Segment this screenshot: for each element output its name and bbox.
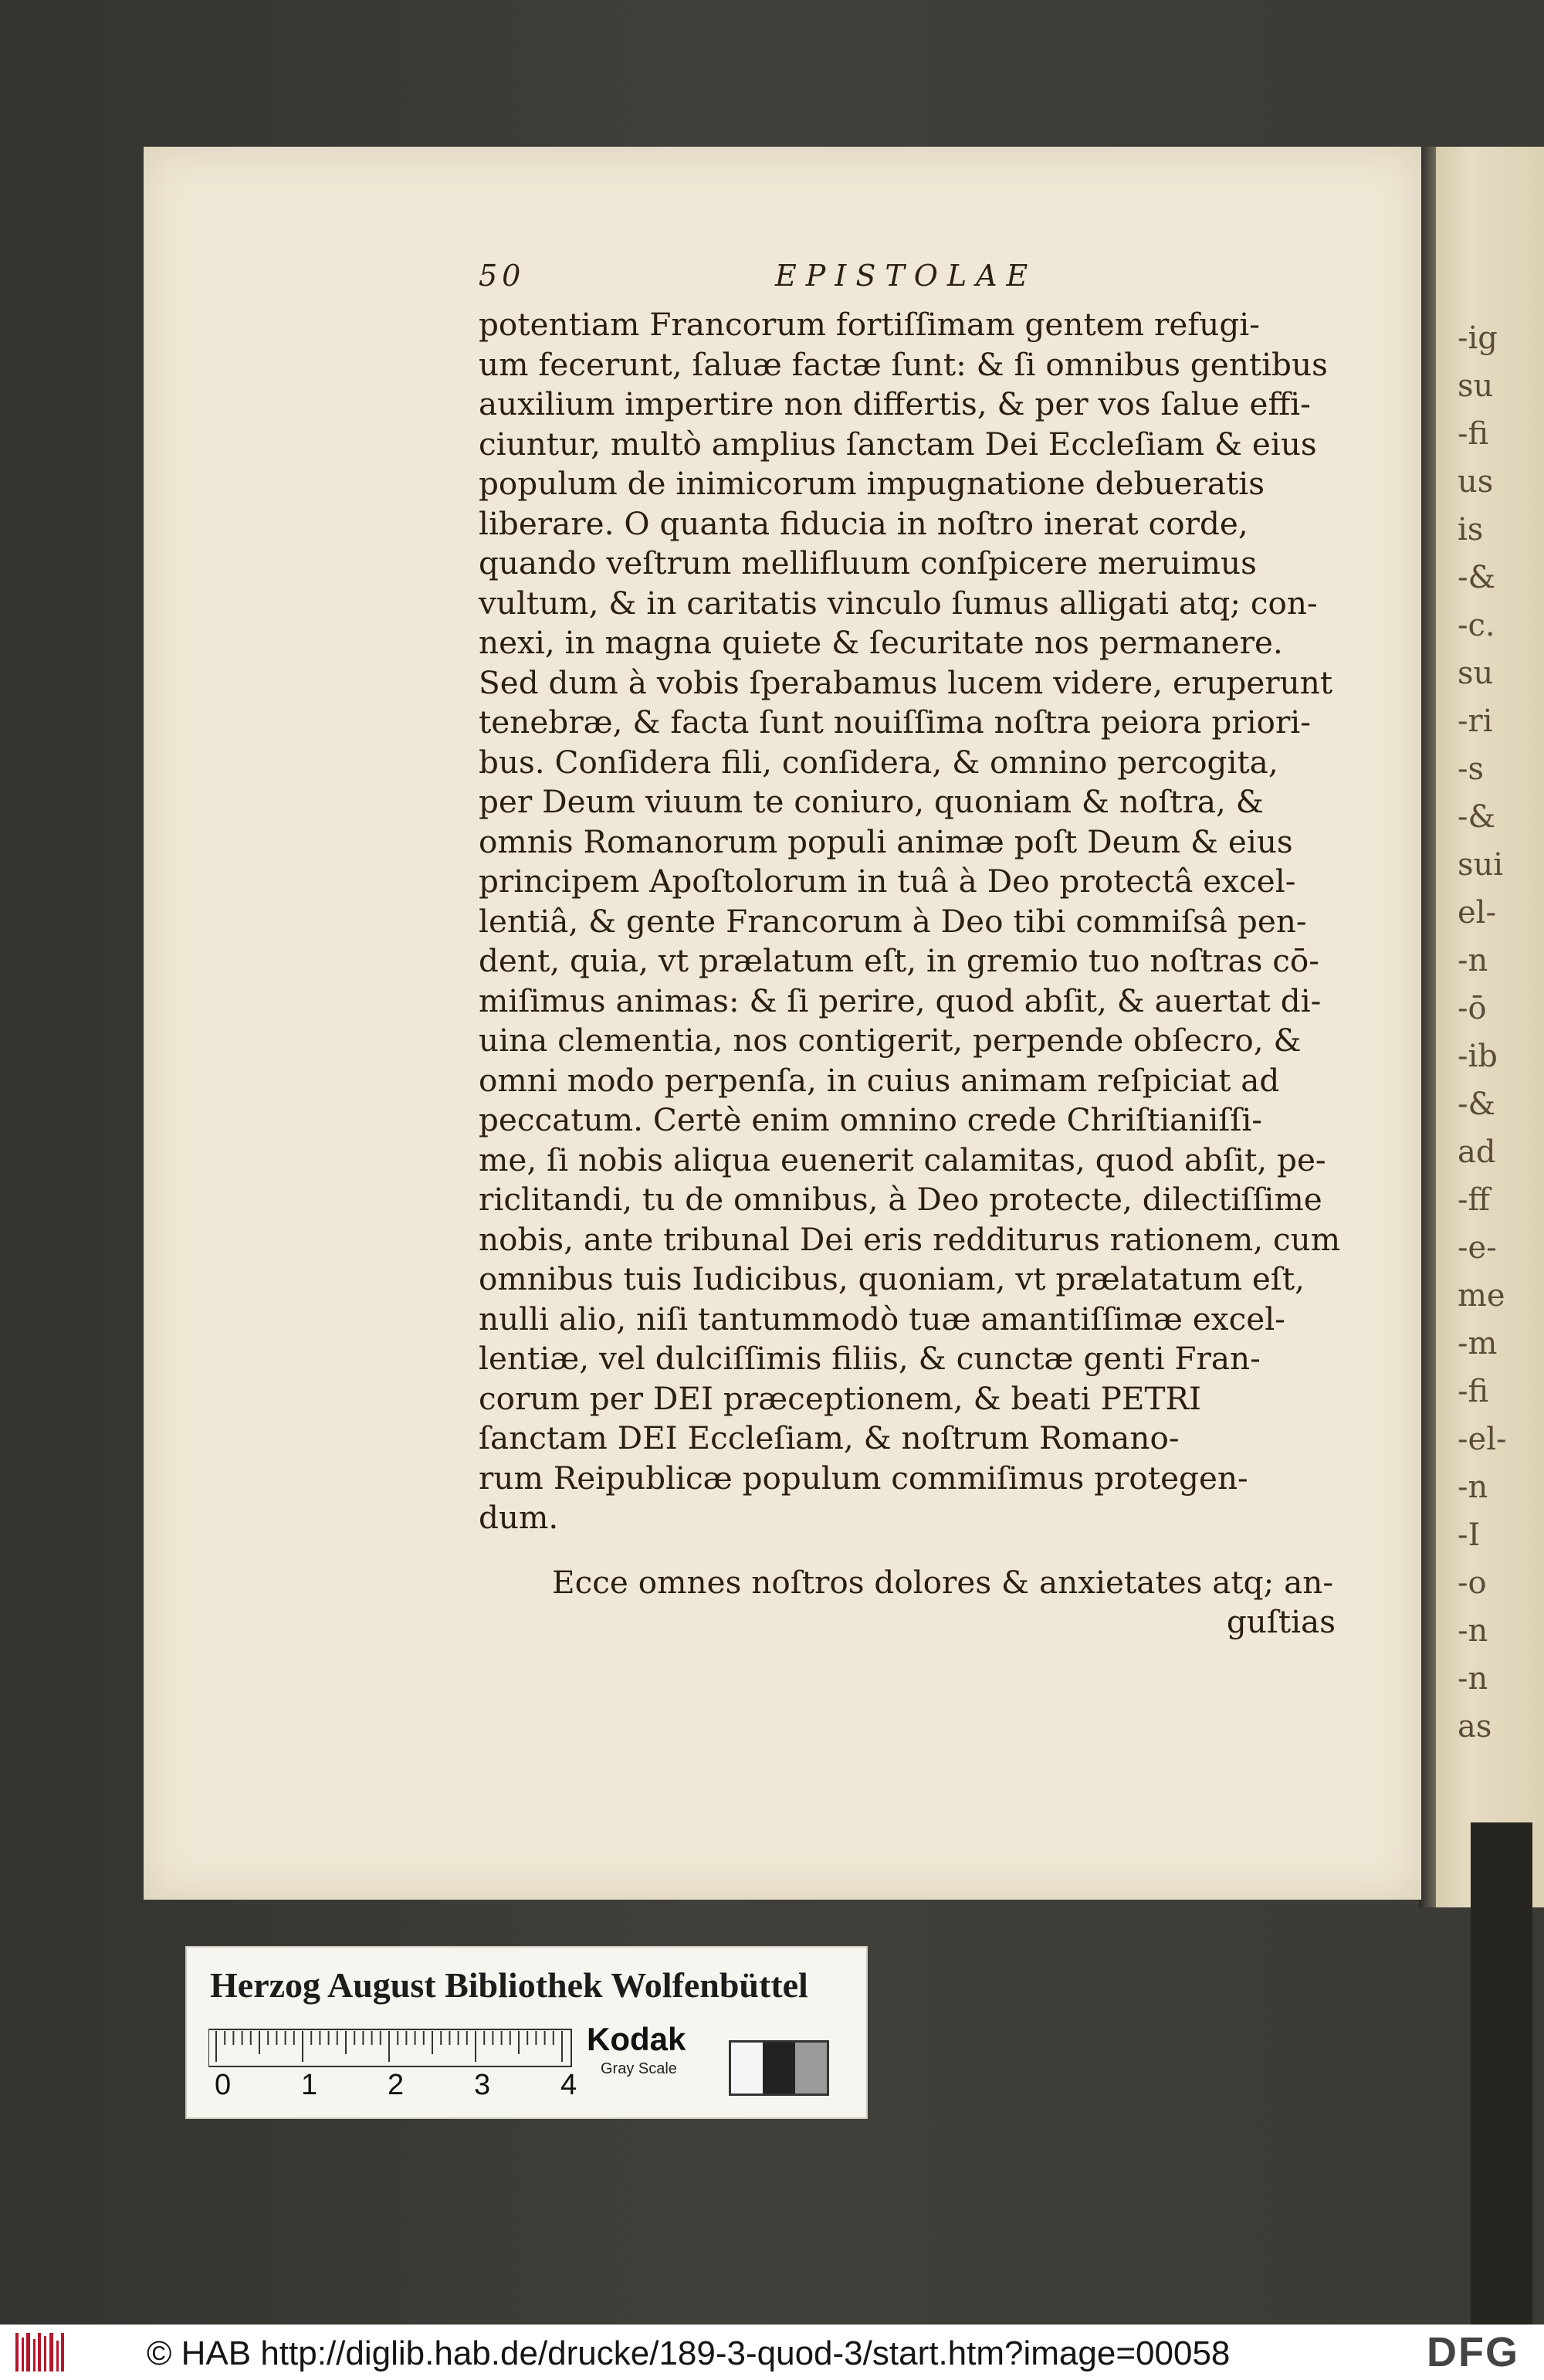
ruler-number: 0 <box>215 2069 232 2100</box>
copyright-link[interactable]: © HAB http://diglib.hab.de/drucke/189-3-quod-3/start.htm?image=00058 <box>147 2334 1231 2372</box>
facing-line: -ig <box>1458 320 1498 356</box>
footer-bar <box>0 2324 1544 2380</box>
text-line-4: ciuntur, multò amplius ſanctam Dei Eccleſiam & eius <box>479 425 1317 463</box>
facing-line: -n <box>1458 1661 1488 1697</box>
text-line-23: riclitandi, tu de omnibus, à Deo protecte, dilectiſſime <box>479 1181 1322 1218</box>
facing-line: -& <box>1458 1087 1496 1122</box>
facing-line: -n <box>1458 1470 1488 1505</box>
color-calibration-card <box>185 1946 868 2119</box>
text-line-3: auxilium impertire non differtis, & per vos ſalue effi- <box>479 385 1311 422</box>
barcode-icon <box>15 2333 65 2372</box>
paragraph-1 <box>479 305 1341 1538</box>
page-body <box>479 305 1341 1643</box>
facing-line: -ib <box>1458 1039 1498 1074</box>
text-line-30: rum Reipublicæ populum commiſimus protegen- <box>479 1459 1248 1497</box>
facing-line: su <box>1458 368 1494 404</box>
facing-line: is <box>1458 512 1484 548</box>
text-line-31: dum. <box>479 1499 559 1536</box>
facing-line: -n <box>1458 1613 1488 1649</box>
text-line-6: liberare. O quanta fiducia in noſtro inerat corde, <box>479 504 1248 542</box>
facing-line: -n <box>1458 943 1488 978</box>
facing-line: -fi <box>1458 416 1489 452</box>
text-line-18: miſimus animas: & ſi perire, quod abſit, & auertat di- <box>479 981 1322 1019</box>
facing-line: -el- <box>1458 1422 1507 1457</box>
facing-line: -s <box>1458 751 1485 787</box>
text-line-7: quando veſtrum mellifluum conſpicere meruimus <box>479 544 1257 581</box>
facing-line: as <box>1458 1709 1492 1744</box>
facing-line: -ff <box>1458 1182 1490 1218</box>
text-line-2: um fecerunt, ſaluæ factæ ſunt: & ſi omnibus gentibus <box>479 345 1328 383</box>
facing-line: -& <box>1458 799 1496 835</box>
facing-line: -ō <box>1458 991 1487 1026</box>
page-number: 50 <box>479 259 526 293</box>
facing-page <box>1419 147 1544 1907</box>
facing-line: -m <box>1458 1326 1498 1361</box>
kodak-logo: Kodak <box>587 2021 686 2057</box>
facing-line: me <box>1458 1278 1505 1314</box>
ruler-number: 1 <box>301 2069 318 2100</box>
facing-line: -fi <box>1458 1374 1489 1409</box>
text-line-22: me, ſi nobis aliqua euenerit calamitas, quod abſit, pe- <box>479 1141 1326 1178</box>
running-head: EPISTOLAE <box>775 259 1038 293</box>
text-line-21: peccatum. Certè enim omnino crede Chriſtianiſſi- <box>479 1101 1262 1138</box>
text-line-29: ſanctam DEI Eccleſiam, & noſtrum Romano- <box>479 1419 1180 1456</box>
text-line-1: potentiam Francorum fortiſſimam gentem refugi- <box>479 306 1260 343</box>
swatch-patch <box>763 2043 794 2094</box>
catchword: guſtias <box>1226 1603 1336 1640</box>
facing-line: -o <box>1458 1565 1487 1601</box>
text-line-17: dent, quia, vt prælatum eſt, in gremio tuo noſtras cō- <box>479 942 1319 979</box>
gray-swatch <box>729 2040 829 2096</box>
text-line-26: nulli alio, niſi tantummodò tuæ amantiſſimæ excel- <box>479 1300 1285 1337</box>
ruler-number: 4 <box>560 2069 577 2100</box>
facing-line: -c. <box>1458 608 1495 643</box>
ruler-ticks <box>216 2031 562 2062</box>
gray-scale-label: Gray Scale <box>601 2060 677 2077</box>
facing-line: ad <box>1458 1134 1496 1170</box>
library-name: Herzog August Bibliothek Wolfenbüttel <box>210 1965 808 2005</box>
para2-line-1: Ecce omnes noſtros dolores & anxietates atq; an- <box>552 1563 1334 1601</box>
text-line-20: omni modo perpenſa, in cuius animam reſpiciat ad <box>479 1061 1280 1099</box>
text-line-14: omnis Romanorum populi animæ poſt Deum & eius <box>479 822 1293 860</box>
swatch-patch <box>731 2043 763 2094</box>
paragraph-2 <box>479 1563 1336 1603</box>
dfg-logo: DFG <box>1427 2329 1519 2375</box>
facing-line: -& <box>1458 560 1496 595</box>
text-line-12: bus. Conſidera fili, conſidera, & omnino percogita, <box>479 743 1278 781</box>
text-line-28: corum per DEI præceptionem, & beati PETRI <box>479 1379 1201 1417</box>
binding-strip <box>1471 1822 1532 2324</box>
facing-line: -ri <box>1458 703 1493 739</box>
text-line-16: lentiâ, & gente Francorum à Deo tibi commiſsâ pen- <box>479 902 1307 940</box>
text-line-9: nexi, in magna quiete & ſecuritate nos permanere. <box>479 624 1283 661</box>
text-line-27: lentiæ, vel dulciſſimis filiis, & cunctæ genti Fran- <box>479 1340 1261 1377</box>
text-line-15: principem Apoſtolorum in tuâ à Deo protectâ excel- <box>479 863 1296 900</box>
text-line-19: uina clementia, nos contigerit, perpende obſecro, & <box>479 1022 1302 1059</box>
text-line-10: Sed dum à vobis ſperabamus lucem videre, eruperunt <box>479 663 1333 701</box>
text-line-25: omnibus tuis Iudicibus, quoniam, vt prælatatum eſt, <box>479 1260 1305 1297</box>
facing-line: -e- <box>1458 1230 1497 1266</box>
facing-line: su <box>1458 656 1494 691</box>
text-line-5: populum de inimicorum impugnatione debueratis <box>479 465 1265 502</box>
ruler-numbers <box>215 2069 577 2100</box>
facing-line: el- <box>1458 895 1496 931</box>
text-line-11: tenebræ, & facta ſunt nouiſſima noſtra peiora priori- <box>479 703 1311 741</box>
page-gutter <box>1419 147 1436 1907</box>
text-line-8: vultum, & in caritatis vinculo ſumus alligati atq; con- <box>479 584 1318 622</box>
facing-line: sui <box>1458 847 1504 883</box>
ruler-number: 3 <box>474 2069 491 2100</box>
swatch-patch <box>795 2043 827 2094</box>
ruler-number: 2 <box>388 2069 405 2100</box>
text-line-13: per Deum viuum te coniuro, quoniam & noſtra, & <box>479 783 1264 820</box>
text-line-24: nobis, ante tribunal Dei eris redditurus rationem, cum <box>479 1220 1341 1258</box>
facing-line: -I <box>1458 1517 1481 1553</box>
facing-line: us <box>1458 464 1494 500</box>
